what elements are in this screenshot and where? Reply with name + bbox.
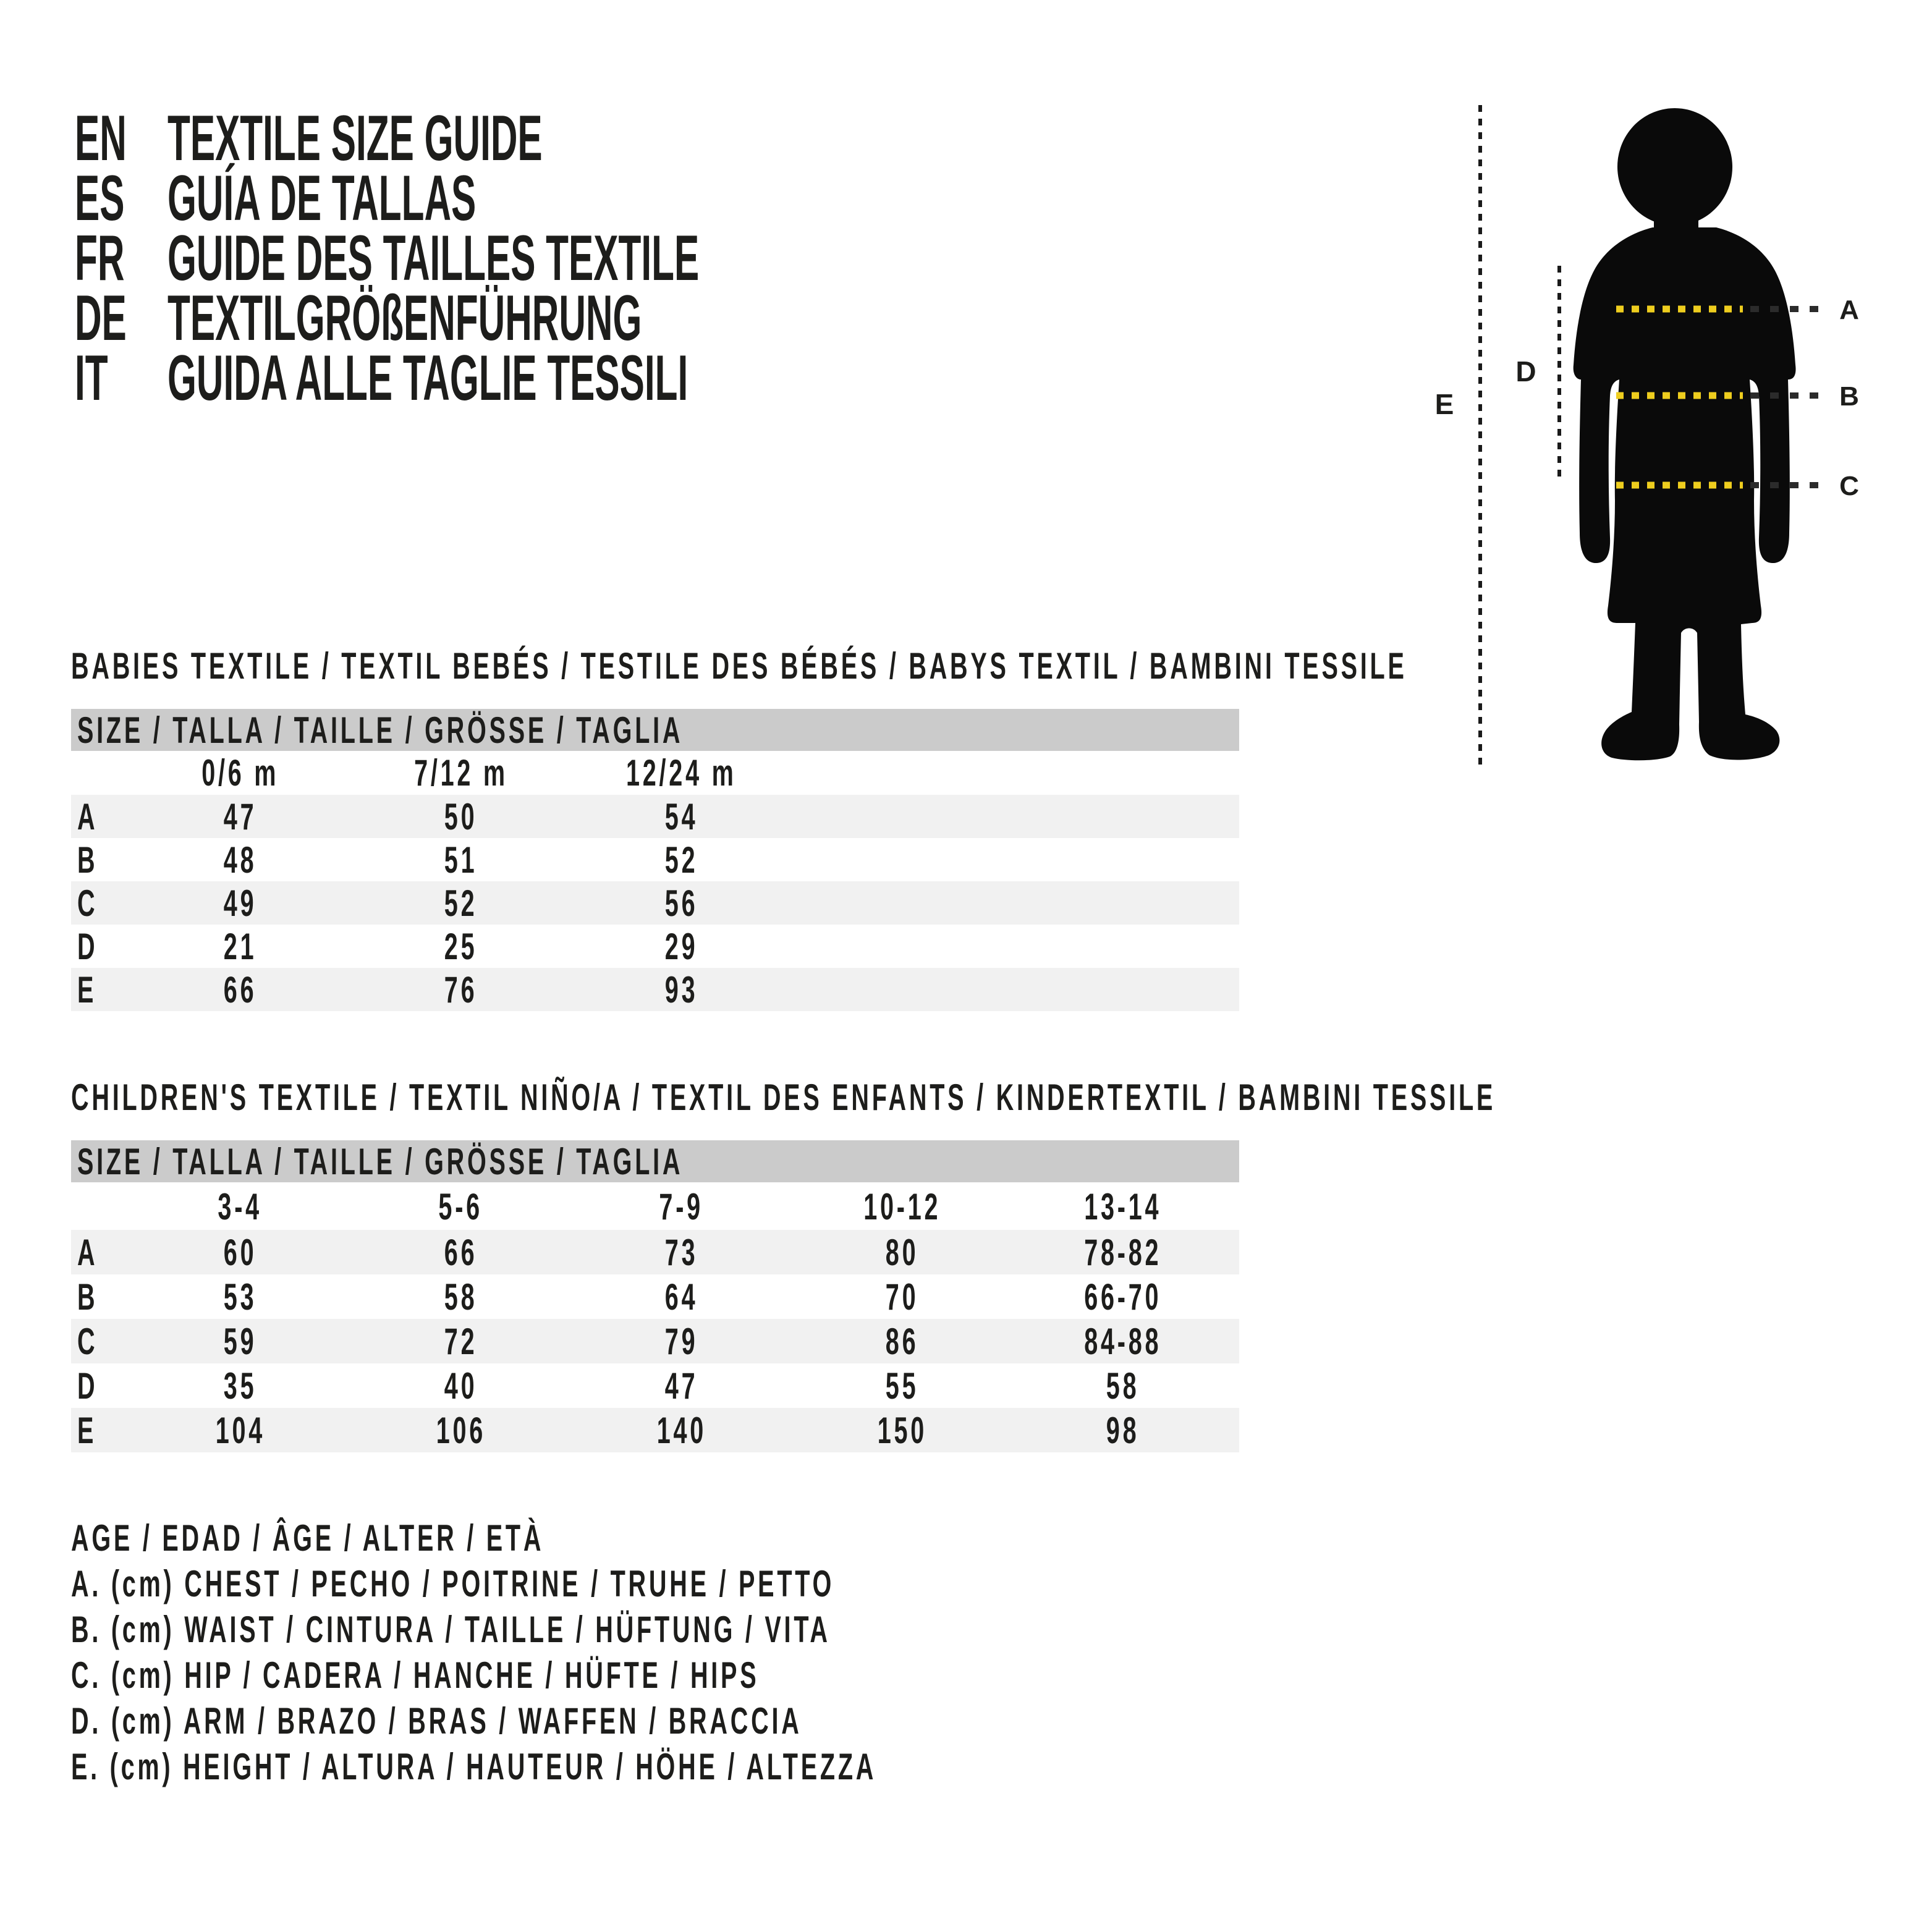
table-cell: 52 (664, 839, 698, 881)
marker-a-label: A (1839, 295, 1859, 325)
column-header: 7-9 (659, 1186, 704, 1227)
row-label: E (77, 968, 97, 1010)
row-label: D (77, 925, 98, 967)
legend-line-hip: C. (cm) HIP / CADERA / HANCHE / HÜFTE / HIPS (71, 1654, 760, 1696)
row-label: A (77, 795, 98, 837)
table-row (71, 838, 1239, 881)
table-cell: 60 (223, 1231, 257, 1273)
legend-line-age: AGE / EDAD / ÂGE / ALTER / ETÀ (71, 1517, 544, 1559)
guide-title: GUIDA ALLE TAGLIE TESSILI (167, 342, 688, 414)
legend-line-waist: B. (cm) WAIST / CINTURA / TAILLE / HÜFTUNG / VITA (71, 1608, 831, 1650)
table-row (71, 925, 1239, 968)
language-code: FR (75, 222, 125, 294)
guide-title: GUÍA DE TALLAS (167, 163, 477, 234)
table-cell: 64 (664, 1276, 698, 1318)
column-header: 10-12 (863, 1186, 941, 1227)
row-label: B (77, 1276, 98, 1318)
row-label: B (77, 839, 98, 881)
row-label: C (77, 1320, 98, 1362)
table-cell: 29 (664, 925, 698, 967)
table-cell: 86 (885, 1320, 919, 1362)
table-cell: 78-82 (1083, 1231, 1162, 1273)
table-cell: 73 (664, 1231, 698, 1273)
table-cell: 66-70 (1083, 1276, 1162, 1318)
row-label: C (77, 882, 98, 924)
table-row (71, 795, 1239, 838)
table-cell: 98 (1106, 1409, 1140, 1451)
table-cell: 40 (444, 1365, 478, 1407)
table-cell: 56 (664, 882, 698, 924)
table-cell: 150 (877, 1409, 927, 1451)
table-row (71, 1363, 1239, 1408)
column-header: 0/6 m (201, 752, 279, 794)
row-label: E (77, 1409, 97, 1451)
row-label: D (77, 1365, 98, 1407)
table-cell: 79 (664, 1320, 698, 1362)
table-cell: 59 (223, 1320, 257, 1362)
table-row (71, 881, 1239, 925)
table-cell: 66 (444, 1231, 478, 1273)
column-header: 5-6 (438, 1186, 483, 1227)
legend-line-height: E. (cm) HEIGHT / ALTURA / HAUTEUR / HÖHE / ALTEZZA (71, 1745, 877, 1787)
table-cell: 48 (223, 839, 257, 881)
table-cell: 106 (436, 1409, 486, 1451)
column-header: 12/24 m (626, 752, 737, 794)
column-header: 13-14 (1083, 1186, 1162, 1227)
children-column-header-row (71, 1184, 1239, 1230)
table-row (71, 1319, 1239, 1363)
table-cell: 104 (215, 1409, 265, 1451)
guide-title: TEXTILE SIZE GUIDE (167, 103, 543, 174)
legend-line-arm: D. (cm) ARM / BRAZO / BRAS / WAFFEN / BRACCIA (71, 1700, 802, 1742)
table-cell: 49 (223, 882, 257, 924)
table-cell: 72 (444, 1320, 478, 1362)
table-row (71, 1274, 1239, 1319)
table-cell: 53 (223, 1276, 257, 1318)
table-cell: 58 (1106, 1365, 1140, 1407)
table-cell: 140 (656, 1409, 706, 1451)
table-cell: 70 (885, 1276, 919, 1318)
language-code: ES (75, 163, 125, 234)
table-cell: 54 (664, 795, 698, 837)
guide-title: TEXTILGRÖßENFÜHRUNG (167, 282, 642, 354)
table-cell: 25 (444, 925, 478, 967)
language-code: DE (75, 282, 127, 354)
table-cell: 66 (223, 968, 257, 1010)
table-cell: 35 (223, 1365, 257, 1407)
measurement-legend (71, 1515, 1291, 1789)
marker-d-label: D (1515, 355, 1536, 388)
language-code: EN (75, 103, 127, 174)
row-label: A (77, 1231, 98, 1273)
table-cell: 84-88 (1083, 1320, 1162, 1362)
language-code: IT (75, 342, 108, 414)
table-cell: 93 (664, 968, 698, 1010)
table-cell: 55 (885, 1365, 919, 1407)
table-cell: 47 (223, 795, 257, 837)
table-cell: 50 (444, 795, 478, 837)
table-cell: 58 (444, 1276, 478, 1318)
size-header-label: SIZE / TALLA / TAILLE / GRÖSSE / TAGLIA (77, 709, 684, 751)
table-cell: 51 (444, 839, 478, 881)
column-header: 7/12 m (413, 752, 508, 794)
size-header-label: SIZE / TALLA / TAILLE / GRÖSSE / TAGLIA (77, 1140, 684, 1182)
table-cell: 52 (444, 882, 478, 924)
table-cell: 80 (885, 1231, 919, 1273)
babies-section-title: BABIES TEXTILE / TEXTIL BEBÉS / TESTILE DES BÉBÉS / BABYS TEXTIL / BAMBINI TESSILE (71, 645, 1407, 687)
legend-line-chest: A. (cm) CHEST / PECHO / POITRINE / TRUHE / PETTO (71, 1562, 835, 1604)
children-size-header-bar (71, 1140, 1239, 1182)
marker-b-label: B (1839, 381, 1859, 412)
children-section-title: CHILDREN'S TEXTILE / TEXTIL NIÑO/A / TEXTIL DES ENFANTS / KINDERTEXTIL / BAMBINI TESSILE (71, 1077, 1496, 1118)
table-row (71, 968, 1239, 1011)
table-row (71, 1230, 1239, 1274)
marker-e-label: E (1434, 388, 1454, 420)
table-cell: 76 (444, 968, 478, 1010)
table-cell: 47 (664, 1365, 698, 1407)
marker-c-label: C (1839, 471, 1859, 501)
babies-column-header-row (71, 751, 1239, 795)
column-header: 3-4 (218, 1186, 263, 1227)
guide-title: GUIDE DES TAILLES TEXTILE (167, 222, 700, 294)
table-cell: 21 (223, 925, 257, 967)
babies-size-header-bar (71, 709, 1239, 751)
table-row (71, 1408, 1239, 1452)
